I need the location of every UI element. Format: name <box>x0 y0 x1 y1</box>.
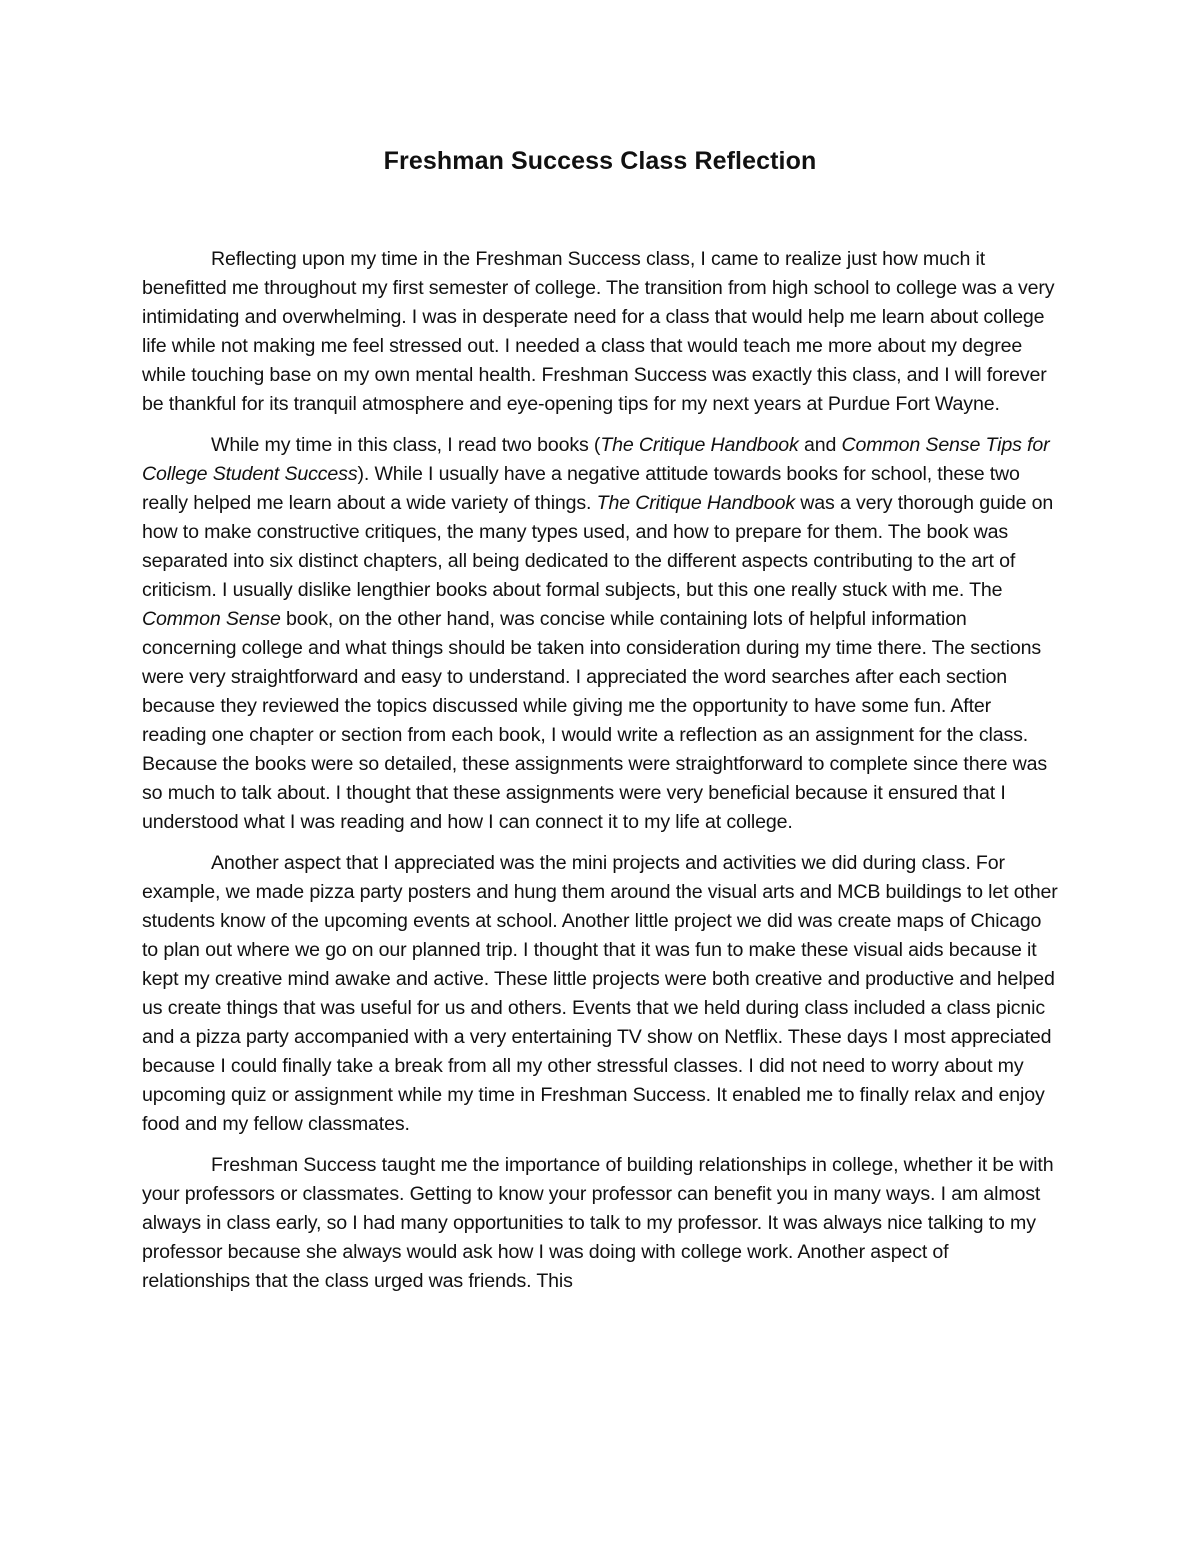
paragraph-4 <box>142 1151 1060 1296</box>
paragraph-2 <box>142 431 1060 837</box>
book-title-common-sense-tips: Common Sense Tips for College Student Success <box>142 434 1050 485</box>
book-title-common-sense: Common Sense <box>142 608 281 630</box>
paragraph-2-text: While my time in this class, I read two books ( <box>211 434 601 456</box>
paragraph-3-text: Another aspect that I appreciated was the mini projects and activities we did during class. For example, we made pizza party posters and hung them around the visual arts and MCB buildings to let other students know of the upcoming events at school. Another little project we did was create maps of Chicago to plan out where we go on our planned trip. I thought that it was fun to make these visual aids because it kept my creative mind awake and active. These little projects were both creative and productive and helped us create things that was useful for us and others. Events that we held during class included a class picnic and a pizza party accompanied with a very entertaining TV show on Netflix. These days I most appreciated because I could finally take a break from all my other stressful classes. I did not need to worry about my upcoming quiz or assignment while my time in Freshman Success. It enabled me to finally relax and enjoy food and my fellow classmates. <box>142 852 1058 1135</box>
paragraph-2-text: and <box>798 434 842 456</box>
paragraph-2-text: ). While I usually have a negative attitude towards books for school, these two really helped me learn about a wide variety of things. <box>142 463 1020 514</box>
document-body <box>142 245 1060 1308</box>
book-title-critique-handbook: The Critique Handbook <box>600 434 799 456</box>
paragraph-4-text: Freshman Success taught me the importance of building relationships in college, whether it be with your professors or classmates. Getting to know your professor can benefit you in many ways. I am almost always in class early, so I had many opportunities to talk to my professor. It was always nice talking to my professor because she always would ask how I was doing with college work. Another aspect of relationships that the class urged was friends. This <box>142 1154 1054 1292</box>
book-title-critique-handbook: The Critique Handbook <box>596 492 796 514</box>
document-title: Freshman Success Class Reflection <box>383 147 817 175</box>
paragraph-2-text: was a very thorough guide on how to make constructive critiques, the many types used, and how to prepare for them. The book was separated into six distinct chapters, all being dedicated to the different aspects contributing to the art of criticism. I usually dislike lengthier books about formal subjects, but this one really stuck with me. The <box>142 492 1054 601</box>
paragraph-2-text: book, on the other hand, was concise while containing lots of helpful information concerning college and what things should be taken into consideration during my time there. The sections were very straightforward and easy to understand. I appreciated the word searches after each section because they reviewed the topics discussed while giving me the opportunity to have some fun. After reading one chapter or section from each book, I would write a reflection as an assignment for the class. Because the books were so detailed, these assignments were straightforward to complete since there was so much to talk about. I thought that these assignments were very beneficial because it ensured that I understood what I was reading and how I can connect it to my life at college. <box>142 608 1048 833</box>
paragraph-1 <box>142 245 1060 419</box>
paragraph-3 <box>142 849 1060 1139</box>
paragraph-1-text: Reflecting upon my time in the Freshman Success class, I came to realize just how much it benefitted me throughout my first semester of college. The transition from high school to college was a very intimidating and overwhelming. I was in desperate need for a class that would help me learn about college life while not making me feel stressed out. I needed a class that would teach me more about my degree while touching base on my own mental health. Freshman Success was exactly this class, and I will forever be thankful for its tranquil atmosphere and eye-opening tips for my next years at Purdue Fort Wayne. <box>142 248 1055 415</box>
